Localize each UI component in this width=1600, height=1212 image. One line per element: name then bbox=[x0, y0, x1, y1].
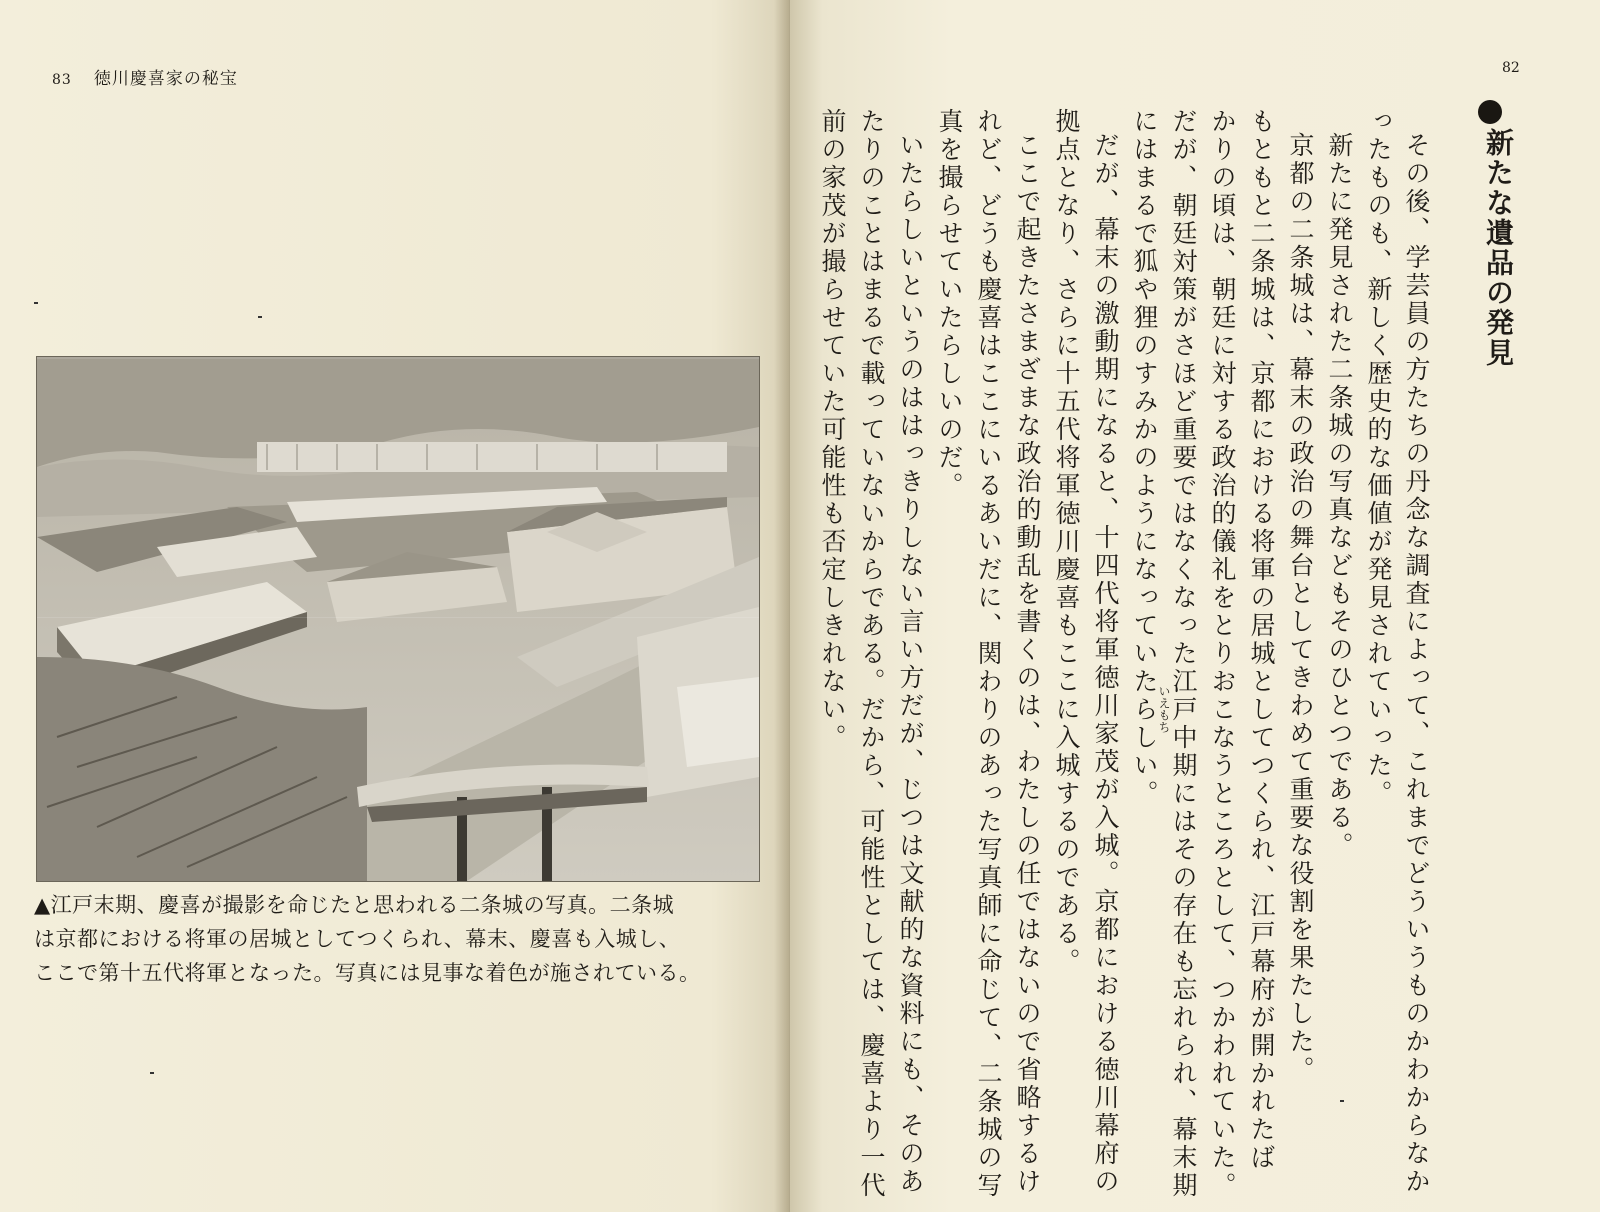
caption-line: は京都における将軍の居城としてつくられ、幕末、慶喜も入城し、 bbox=[34, 927, 681, 951]
text-column: 真を撮らせていたらしいのだ。 bbox=[935, 108, 964, 500]
caption-line: ▲江戸末期、慶喜が撮影を命じたと思われる二条城の写真。二条城 bbox=[34, 893, 675, 917]
speck bbox=[150, 1072, 154, 1074]
running-title: 徳川慶喜家の秘宝 bbox=[93, 69, 238, 89]
left-page bbox=[0, 0, 790, 1212]
page-number-right: 82 bbox=[1502, 60, 1520, 76]
nijo-castle-photo bbox=[36, 356, 760, 882]
section-heading: 新たな遺品の発見 bbox=[1482, 128, 1515, 368]
heading-bullet-icon bbox=[1478, 100, 1502, 124]
text-column: 拠点となり、さらに十五代将軍徳川慶喜もここに入城するのである。 bbox=[1052, 108, 1081, 976]
speck bbox=[34, 302, 38, 304]
text-column: かりの頃は、朝廷に対する政治的儀礼をとりおこなうところとして、つかわれていた。 bbox=[1208, 108, 1237, 1200]
speck bbox=[258, 316, 262, 318]
text-column: れど、どうも慶喜はここにいるあいだに、関わりのあった写真師に命じて、二条城の写 bbox=[974, 108, 1003, 1200]
caption-line: ここで第十五代将軍となった。写真には見事な着色が施されている。 bbox=[34, 961, 701, 985]
text-column: にはまるで狐や狸のすみかのようになっていたらしい。 bbox=[1130, 108, 1159, 808]
text-column: ここで起きたさまざまな政治的動乱を書くのは、わたしの任ではないので省略するけ bbox=[1013, 132, 1042, 1196]
text-column: もともと二条城は、京都における将軍の居城としてつくられ、江戸幕府が開かれたば bbox=[1247, 108, 1276, 1172]
text-column: ったものも、新しく歴史的な価値が発見されていった。 bbox=[1364, 108, 1393, 808]
speck bbox=[1340, 1100, 1344, 1102]
text-column: 京都の二条城は、幕末の政治の舞台としてきわめて重要な役割を果たした。 bbox=[1286, 132, 1315, 1084]
text-column: 新たに発見された二条城の写真などもそのひとつである。 bbox=[1325, 132, 1354, 860]
text-column: 前の家茂が撮らせていた可能性も否定しきれない。 bbox=[818, 108, 847, 752]
text-column: だが、朝廷対策がさほど重要ではなくなった江戸中期にはその存在も忘れられ、幕末期 bbox=[1169, 108, 1198, 1200]
ruby-annotation: いえもち bbox=[1157, 685, 1171, 733]
text-column: たりのことはまるで載っていないからである。だから、可能性としては、慶喜より一代 bbox=[857, 108, 886, 1200]
page-number-left: 83 bbox=[52, 72, 72, 88]
text-column: だが、幕末の激動期になると、十四代将軍徳川家茂が入城。京都における徳川幕府の bbox=[1091, 132, 1120, 1196]
text-column: いたらしいというのははっきりしない言い方だが、じつは文献的な資料にも、そのあ bbox=[896, 132, 925, 1196]
photo-caption bbox=[34, 888, 774, 990]
photo-illustration bbox=[37, 357, 759, 881]
text-column: その後、学芸員の方たちの丹念な調査によって、これまでどういうものかわからなか bbox=[1402, 132, 1431, 1196]
running-header bbox=[52, 64, 238, 89]
